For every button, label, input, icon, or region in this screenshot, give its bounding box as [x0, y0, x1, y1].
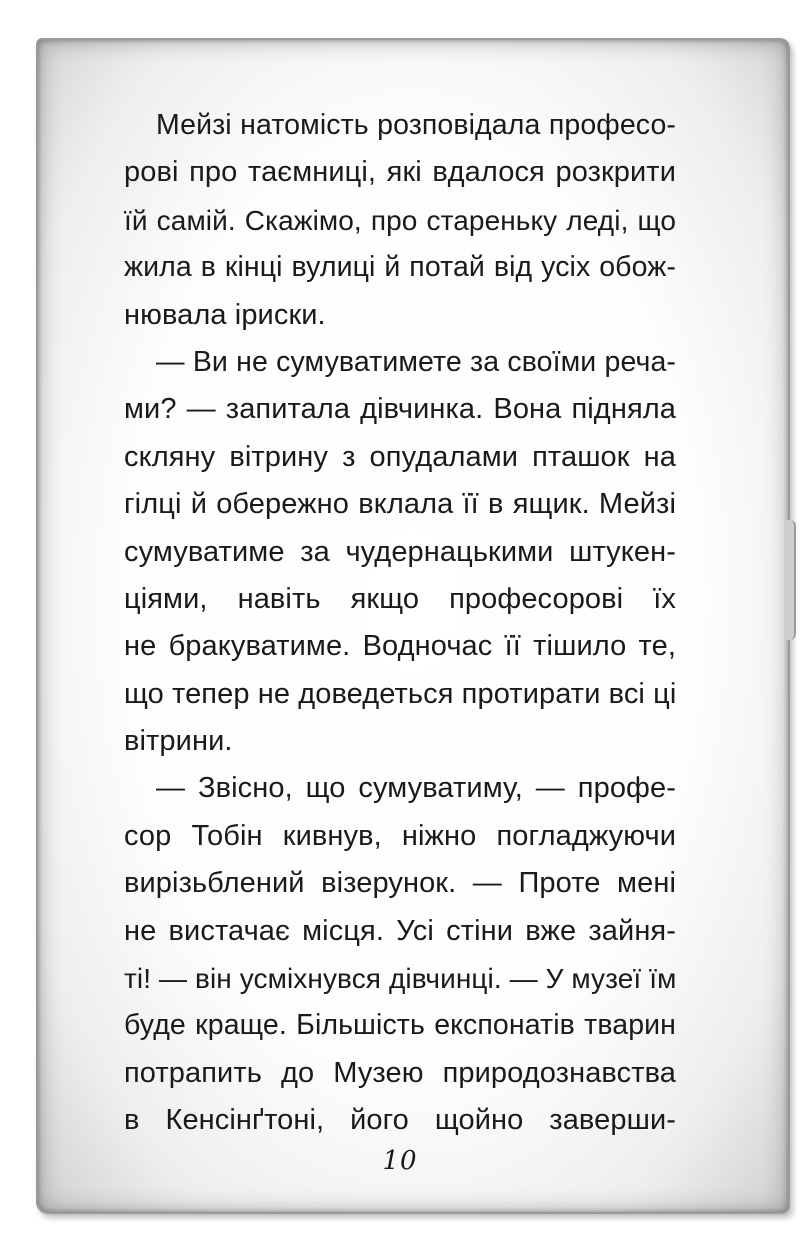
text-line: — Звісно, що сумуватиму, — профе- [156, 772, 676, 805]
text-line: Мейзі натомість розповідала професо- [156, 109, 676, 141]
text-line: буде краще. Більшість експонатів тварин [124, 1009, 676, 1042]
text-line: не бракуватиме. Водночас її тішило те, [124, 630, 676, 663]
text-line: вітрини. [124, 725, 233, 758]
text-line: жила в кінці вулиці й потай від усіх обож- [124, 251, 676, 284]
text-line: гілці й обережно вклала її в ящик. Мейзі [124, 488, 676, 521]
text-line: їй самій. Скажімо, про стареньку леді, що [124, 204, 676, 236]
text-line: не вистачає місця. Усі стіни вже зайня- [124, 914, 676, 947]
text-line: в Кенсінґтоні, його щойно заверши- [124, 1104, 676, 1137]
text-line: ціями, навіть якщо професорові їх [124, 582, 676, 615]
text-line: рові про таємниці, які вдалося розкрити [124, 156, 676, 189]
text-line: потрапить до Музею природознавства [124, 1056, 676, 1089]
text-line: що тепер не доведеться протирати всі ці [124, 677, 676, 710]
text-line: вирізьблений візерунок. — Проте мені [124, 867, 676, 900]
text-line: — Ви не сумуватимете за своїми реча- [156, 345, 676, 378]
body-text [124, 102, 676, 1145]
text-line: скляну вітрину з опудалами пташок на [124, 440, 676, 473]
text-line: ті! — він усміхнувся дівчинці. — У музеї їм [124, 963, 676, 995]
text-line: сор Тобін кивнув, ніжно погладжуючи [124, 819, 676, 852]
text-line: ми? — запитала дівчинка. Вона підняла [124, 393, 676, 426]
text-line: нювала іриски. [124, 298, 326, 331]
page-number: 10 [382, 1146, 418, 1176]
text-line: сумуватиме за чудернацькими штукен- [124, 535, 676, 568]
